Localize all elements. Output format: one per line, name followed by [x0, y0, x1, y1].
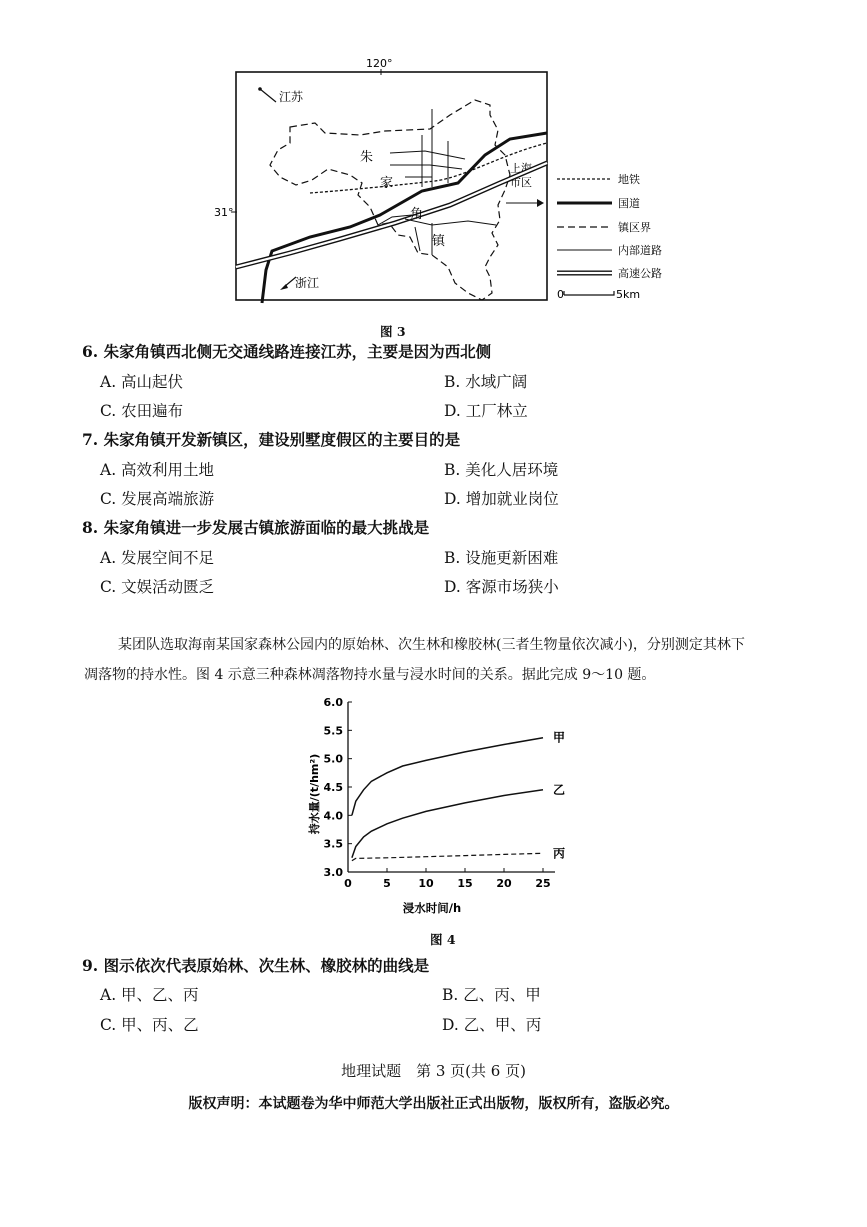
label-shanghai-1: 上海	[510, 162, 532, 175]
legend-expressway-label: 高速公路	[618, 267, 662, 280]
chart-y-tick-label: 3.5	[323, 837, 343, 851]
label-shanghai-2: 市区	[510, 176, 532, 189]
chart-series-label-1: 甲	[553, 730, 566, 745]
question-9-option-c[interactable]: C. 甲、丙、乙	[100, 1016, 199, 1034]
chart-y-tick-label: 6.0	[323, 696, 343, 709]
chart-x-tick-label: 15	[457, 877, 473, 890]
passage-line-2: 凋落物的持水性。图 4 示意三种森林凋落物持水量与浸水时间的关系。据此完成 9～10 题。	[84, 667, 656, 683]
chart-x-tick-label: 0	[344, 877, 352, 890]
lat-label: 31°	[214, 206, 234, 219]
town-char-2: 家	[380, 176, 394, 191]
copyright-notice: 版权声明：本试题卷为华中师范大学出版社正式出版物，版权所有，盗版必究。	[188, 1096, 679, 1112]
town-char-3: 角	[410, 207, 424, 222]
chart-x-tick-label: 10	[418, 877, 434, 890]
figure-4-caption: 图 4	[430, 932, 456, 947]
figure-3-map	[200, 55, 680, 320]
page-footer: 地理试题 第 3 页(共 6 页)	[341, 1062, 526, 1080]
jiangsu-arrow-icon	[260, 89, 276, 102]
question-8-option-c[interactable]: C. 文娱活动匮乏	[100, 578, 215, 596]
question-8-option-b[interactable]: B. 设施更新困难	[444, 549, 559, 567]
passage-line-1: 某团队选取海南某国家森林公园内的原始林、次生林和橡胶林(三者生物量依次减小)，分别测定其林下	[118, 637, 745, 653]
question-9-option-b[interactable]: B. 乙、丙、甲	[442, 986, 541, 1004]
chart-y-tick-label: 3.0	[323, 866, 343, 879]
chart-y-label: 持水量/(t/hm²)	[308, 753, 321, 835]
town-char-4: 镇	[432, 234, 446, 249]
chart-y-tick-label: 5.0	[323, 752, 343, 766]
question-7-option-c[interactable]: C. 发展高端旅游	[100, 490, 215, 508]
legend-subway-label: 地铁	[618, 173, 640, 186]
question-8-option-a[interactable]: A. 发展空间不足	[100, 549, 215, 567]
scale-label: 5km	[616, 288, 641, 301]
chart-series-line-1	[352, 738, 543, 816]
chart-x-tick-label: 20	[496, 877, 512, 890]
lon-label: 120°	[366, 57, 393, 70]
question-9-stem: 9. 图示依次代表原始林、次生林、橡胶林的曲线是	[82, 956, 430, 975]
legend-boundary-label: 镇区界	[618, 221, 651, 234]
map-legend	[557, 172, 662, 301]
chart-x-label: 浸水时间/h	[402, 901, 462, 915]
question-6-option-b[interactable]: B. 水域广阔	[444, 373, 528, 391]
chart-x-tick-label: 25	[535, 877, 551, 890]
map-svg	[200, 55, 680, 320]
chart-y-tick-label: 4.0	[323, 809, 343, 823]
shanghai-arrow-icon	[537, 199, 544, 207]
chart-x-tick-label: 5	[383, 877, 391, 890]
question-6-option-c[interactable]: C. 农田遍布	[100, 402, 184, 420]
chart-series-label-3: 丙	[553, 846, 566, 861]
question-7-stem: 7. 朱家角镇开发新镇区，建设别墅度假区的主要目的是	[82, 430, 461, 449]
question-7-option-a[interactable]: A. 高效利用土地	[100, 461, 215, 479]
legend-internal-road-label: 内部道路	[618, 244, 662, 257]
chart-series-label-2: 乙	[553, 782, 566, 797]
town-boundary	[270, 100, 510, 300]
legend-national-road-label: 国道	[618, 197, 640, 210]
chart-series-line-2	[352, 790, 543, 858]
question-9-option-a[interactable]: A. 甲、乙、丙	[100, 986, 199, 1004]
question-8-stem: 8. 朱家角镇进一步发展古镇旅游面临的最大挑战是	[82, 518, 430, 537]
figure-3-caption: 图 3	[380, 324, 406, 339]
question-6-option-a[interactable]: A. 高山起伏	[100, 373, 184, 391]
question-7-option-b[interactable]: B. 美化人居环境	[444, 461, 559, 479]
chart-series-line-3	[352, 853, 543, 860]
town-char-1: 朱	[360, 150, 374, 165]
scale-bar	[564, 291, 614, 295]
question-9-option-d[interactable]: D. 乙、甲、丙	[442, 1016, 542, 1034]
question-6-option-d[interactable]: D. 工厂林立	[444, 402, 528, 420]
scale-zero: 0	[557, 288, 564, 301]
chart-y-tick-label: 4.5	[323, 781, 343, 794]
question-8-option-d[interactable]: D. 客源市场狭小	[444, 578, 559, 596]
label-zhejiang: 浙江	[295, 276, 320, 290]
question-6-stem: 6. 朱家角镇西北侧无交通线路连接江苏，主要是因为西北侧	[82, 342, 492, 361]
chart-y-tick-label: 5.5	[323, 724, 343, 738]
chart-svg	[300, 690, 590, 920]
figure-4-chart	[300, 690, 590, 920]
question-7-option-d[interactable]: D. 增加就业岗位	[444, 490, 559, 508]
label-jiangsu: 江苏	[279, 90, 304, 104]
